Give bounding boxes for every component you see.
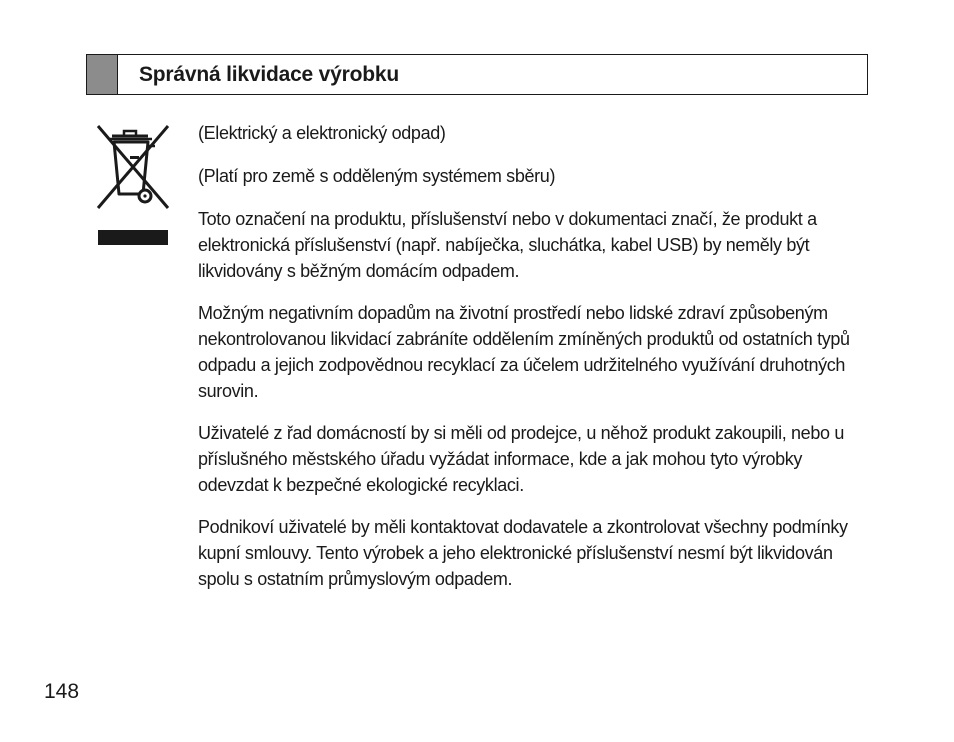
paragraph-business-users: Podnikoví uživatelé by měli kontaktovat dodavatele a zkontrolovat všechny podmínky kupní smlouvy. Tento výrobek a jeho elektronické příslušenství nesmí být likvidován spolu s ostatním průmyslovým odpadem. <box>198 517 848 589</box>
paragraph-household-users: Uživatelé z řad domácností by si měli od prodejce, u něhož produkt zakoupili, nebo u příslušného městského úřadu vyžádat informace, kde a jak mohou tyto výrobky odevzdat k bezpečné ekologické recyklaci. <box>198 423 844 495</box>
paragraph-applicability: (Platí pro země s odděleným systémem sběru) <box>198 166 556 186</box>
section-title: Správná likvidace výrobku <box>139 62 399 86</box>
page-number: 148 <box>44 680 80 703</box>
paragraph-waste-type: (Elektrický a elektronický odpad) <box>198 123 446 143</box>
paragraph-environment: Možným negativním dopadům na životní prostředí nebo lidské zdraví způsobeným nekontrolovanou likvidací zabráníte oddělením zmíněných produktů od ostatních typů odpadu a jejich zodpovědnou recyklací za účelem udržitelného využívání druhotných surovin. <box>198 303 850 401</box>
header-color-swatch <box>87 55 118 94</box>
body-text <box>198 120 868 608</box>
paragraph-marking: Toto označení na produktu, příslušenství nebo v dokumentaci značí, že produkt a elektronická příslušenství (např. nabíječka, sluchátka, kabel USB) by neměly být likvidovány s běžným domácím odpadem. <box>198 209 817 281</box>
crossed-out-wheelie-bin-icon <box>94 122 174 248</box>
section-header <box>86 54 868 95</box>
